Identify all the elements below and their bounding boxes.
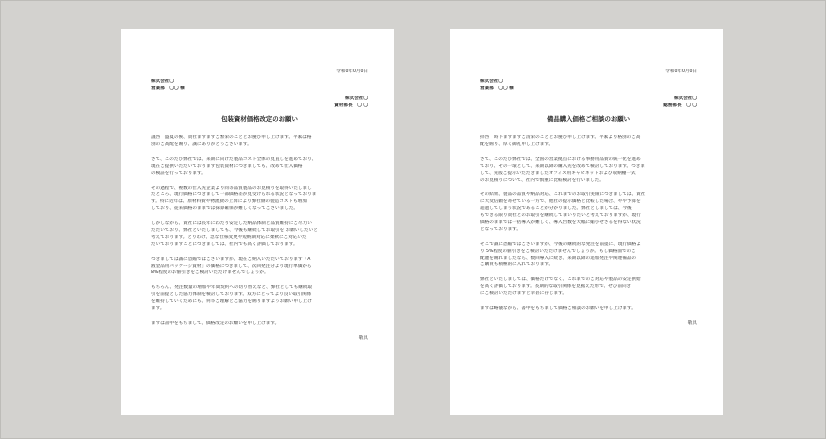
text-line: 8%程度のお値引きをご検討いただけませんでしょうか。 bbox=[151, 270, 269, 276]
text-line: そこで誠に恐縮ではございますが、今後の継続的な発注を前提に、現行価格よ bbox=[480, 241, 641, 247]
paragraph bbox=[480, 157, 697, 185]
letter-date: 令和0年0月0日 bbox=[665, 69, 697, 74]
text-line: 配を賜り、厚く御礼申し上げます。 bbox=[480, 141, 554, 147]
text-line: ご購買も積極的に入れております。 bbox=[480, 262, 554, 268]
text-line: のお見積りについて、社内で慎重に比較検討を行いました。 bbox=[480, 177, 604, 183]
recipient-person: 営業部 〇〇 様 bbox=[480, 85, 514, 91]
text-line: まずは略儀ながら、書中をもちまして価格ご相談のお願いを申し上げます。 bbox=[480, 305, 636, 311]
text-line: にご検討いただけますと幸甚に存じます。 bbox=[480, 291, 567, 297]
text-line: 超過してしまう状況であることが分かりました。弊社としましては、今後 bbox=[480, 206, 632, 212]
text-line: 液金品用パッケージ資材」の価格につきまして、次回発注分より現行単価から bbox=[151, 263, 312, 269]
text-line: その結果、製品の品質や納品対応、これまでのお取引実績につきましては、貴社 bbox=[480, 192, 646, 198]
letter-closing: 敬具 bbox=[358, 335, 368, 341]
sender-company: 株式会社〇 bbox=[345, 95, 368, 101]
paragraph bbox=[151, 321, 368, 328]
paragraph bbox=[480, 135, 697, 149]
text-line: して、先般ご提示いただきましたオフィス用キャビネットおよび収納棚一式 bbox=[480, 170, 636, 176]
recipient-block bbox=[151, 79, 368, 93]
text-line: しかしながら、貴社には長年にわたり安定した納品体制と品質維持にご尽力い bbox=[151, 221, 312, 227]
text-line: もできる限り貴社とのお取引を継続してまいりたいと考えておりますが、現行 bbox=[480, 213, 641, 219]
text-line: ます。 bbox=[151, 305, 165, 311]
text-line: を高く評価しております。長期的な取引関係を見据えた形で、ぜひ前向き bbox=[480, 284, 632, 290]
text-line: 考えております。とりわけ、急な仕様変更や短納期対応に柔軟にご対応いた bbox=[151, 234, 307, 240]
text-line: 配慮を賜れましたなら、数回導入に続き、来期以降の追加発注や関連備品の bbox=[480, 255, 637, 261]
paragraph bbox=[480, 277, 697, 298]
text-line: つきましては誠に恐縮ではございますが、現在ご納入いただいております「A bbox=[151, 256, 311, 262]
text-line: まずは書中をもちまして、価格改定のお願いを申し上げます。 bbox=[151, 320, 280, 326]
text-line: ただいており、弊社といたしましても、今後も継続してお取引を お願いしたいと bbox=[151, 227, 318, 233]
sender-person: 総務部長 〇 〇 bbox=[663, 102, 697, 108]
text-line: に大変信頼を寄せている一方で、他社の提示価格と比較した場合、やや予算を bbox=[480, 199, 641, 205]
paragraph bbox=[151, 157, 368, 178]
paragraph bbox=[480, 192, 697, 233]
paragraph bbox=[151, 221, 368, 249]
paragraph bbox=[151, 186, 368, 214]
paragraph bbox=[151, 135, 368, 149]
text-line: しており、従来価格のままでは採算確保が難しくなってございました。 bbox=[151, 206, 299, 212]
text-line: 別のご高配を賜り、誠にありがとうございます。 bbox=[151, 141, 252, 147]
recipient-company: 株式会社〇 bbox=[151, 78, 174, 84]
text-line: さて、このたび弊社では、来期に向けた製品コスト全体の見直しを進めており、 bbox=[151, 156, 317, 162]
recipient-block bbox=[480, 79, 697, 93]
text-line: り 5%程度の値引きをご検討いただけませんでしょうか。もし価格面でのご bbox=[480, 248, 636, 254]
letter-title: 包装資材価格改定のお願い bbox=[221, 115, 298, 124]
text-line: の検証を行っております。 bbox=[151, 170, 206, 176]
text-line: たところ、現行価格につきまして一部価格差が見受けられる状況となっておりま bbox=[151, 192, 317, 198]
paragraph bbox=[151, 285, 368, 313]
text-line: 謹啓 盛夏の候、貴社ますますご繁栄のこととお慶び申し上げます。平素は格 bbox=[151, 135, 312, 141]
letter-date: 令和0年0月0日 bbox=[336, 69, 368, 74]
text-line: ており、その一環として、来期以降の購入先を改めて検討しております。つきま bbox=[480, 163, 645, 169]
text-line: だいておりますことにつきましては、社内でも高く評価しております。 bbox=[151, 241, 298, 247]
text-line: 現在ご提供いただいております包装資材につきましても、改めて仕入価格 bbox=[151, 163, 303, 169]
recipient-person: 営業部 〇〇 様 bbox=[151, 85, 185, 91]
sender-block bbox=[480, 96, 697, 110]
sender-block bbox=[151, 96, 368, 110]
text-line: 拝啓 時下ますますご清栄のこととお慶び申し上げます。平素より格別のご高 bbox=[480, 135, 641, 141]
letter-body bbox=[151, 135, 368, 328]
paragraph bbox=[480, 306, 697, 313]
text-line: を維持していくためにも、何卒ご理解とご協力を賜りますようお願い申し上げ bbox=[151, 299, 312, 305]
sender-company: 株式会社〇 bbox=[674, 95, 697, 101]
text-line: もちろん、発注数量の増加や年間契約への切り替えなど、弊社としても継続取 bbox=[151, 285, 313, 291]
document-page-left bbox=[121, 29, 394, 415]
text-line: その過程で、複数の仕入先企業より同等品質製品のお見積りを取得いたしまし bbox=[151, 185, 312, 191]
text-line: す。特に近年は、原材料費や物流費の上昇により弊社側の製造コストも増加 bbox=[151, 199, 307, 205]
paragraph bbox=[480, 242, 697, 270]
letter-title: 備品購入価格ご相談のお願い bbox=[546, 115, 631, 124]
letter-closing: 敬具 bbox=[687, 320, 697, 326]
text-line: 弊社といたしましては、価格だけでなく、これまでのご対応や製品の安定供給 bbox=[480, 277, 641, 283]
paragraph bbox=[151, 257, 368, 278]
document-page-right bbox=[450, 29, 723, 415]
text-line: となっております。 bbox=[480, 226, 521, 232]
text-line: さて、このたび弊社では、全国の営業拠点における事務用品費の統一化を進め bbox=[480, 156, 641, 162]
sender-person: 資材部長 〇 〇 bbox=[334, 102, 368, 108]
letter-body bbox=[480, 135, 697, 313]
text-line: 引を前提とした協力体制を検討しております。双方にとってより良い取引関係 bbox=[151, 292, 312, 298]
text-line: 価格のままでは一括導入が難しく、導入台数を大幅に縮小せざるを得ない状況 bbox=[480, 219, 641, 225]
recipient-company: 株式会社〇 bbox=[480, 78, 503, 84]
